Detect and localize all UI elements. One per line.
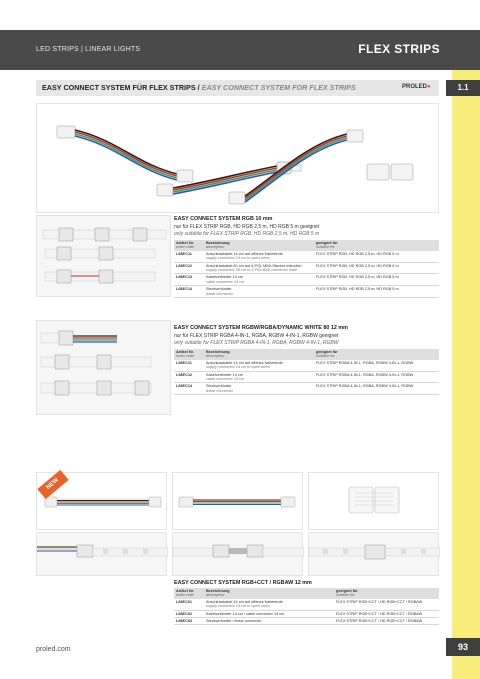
- title-english: EASY CONNECT SYSTEM FOR FLEX STRIPS: [201, 83, 356, 92]
- row-code: L68EC14: [174, 286, 204, 298]
- brand-dot-icon: ●: [427, 84, 431, 90]
- header-category: LED STRIPS | LINEAR LIGHTS: [36, 46, 141, 53]
- row-desc-de: Anschlusskabel 14 cm auf offenes Kabelende: [206, 251, 283, 256]
- rgbcct-strip-image-3: [309, 533, 440, 577]
- row-desc: [204, 274, 314, 286]
- col-code: [174, 349, 204, 360]
- table-row: [174, 360, 439, 371]
- page-number: 93: [446, 638, 480, 656]
- table-row: [174, 274, 439, 286]
- col-desc-label: Bezeichnung: [206, 589, 230, 593]
- row-code: L68EC11: [174, 360, 204, 371]
- brand-name: PROLED: [402, 84, 428, 90]
- row-desc-en: linear connector: [206, 388, 234, 393]
- col-desc: [204, 588, 334, 599]
- row-code: L68EC61: [174, 599, 204, 610]
- row-code: L68EC62: [174, 610, 204, 617]
- section2-spec-table: [174, 349, 439, 395]
- row-desc: [204, 599, 334, 610]
- row-desc-en: supply connector 50 cm to 4-PIN MINI connector male: [206, 268, 298, 273]
- row-fit: FLEX STRIP RGBA 4-IN-1, RGBA, RGBW 4-IN-1, RGBW: [314, 360, 439, 371]
- cable-connector-left: [57, 126, 193, 182]
- row-desc-en: supply connector 14 cm to open wires: [206, 604, 270, 609]
- strip-photo-rgb-1: [36, 215, 171, 297]
- linear-connector: [367, 164, 413, 180]
- photo-rgbcct-linear-connector: [308, 472, 439, 530]
- row-code: L68EC11: [174, 251, 204, 262]
- row-desc-de: Steckverbinder: [206, 287, 232, 292]
- row-fit: FLEX STRIP RGB+CCT / HD RGB+CCT / RGBAW: [334, 618, 439, 625]
- strip-photo-rgbw: [36, 320, 171, 415]
- row-fit: FLEX STRIP RGB, HD RGB 2,5 m, HD RGB 5 m: [314, 251, 439, 262]
- section3-title: EASY CONNECT SYSTEM RGB+CCT / RGBAW 12 mm: [174, 580, 312, 586]
- row-desc: [204, 383, 314, 395]
- col-fit-sub: suitable for: [336, 593, 355, 598]
- row-fit: FLEX STRIP RGBA 4-IN-1, RGBA, RGBW 4-IN-1, RGBW: [314, 383, 439, 395]
- col-fit: [334, 588, 439, 599]
- footer-website: proled.com: [36, 646, 71, 653]
- row-desc-en: cable connector 14 cm: [206, 377, 245, 382]
- table-row: [174, 618, 439, 625]
- rgb-connector-cables-image: [37, 104, 440, 214]
- row-desc-en: supply connector 14 cm to open wires: [206, 256, 270, 261]
- section2-title: EASY CONNECT SYSTEM RGBW/RGBA/DYNAMIC WHITE 80 12 mm: [174, 325, 348, 331]
- table-header-row: [174, 349, 439, 360]
- page-title: [42, 83, 356, 92]
- yellow-side-band: [452, 30, 480, 679]
- row-fit: FLEX STRIP RGB+CCT / HD RGB+CCT / RGBAW: [334, 610, 439, 617]
- strip-photo-rgbcct-2: [172, 532, 303, 576]
- rgbcct-strip-image-1: [37, 533, 168, 577]
- col-code-sub: order code: [176, 593, 195, 598]
- col-fit: [314, 349, 439, 360]
- row-desc-de: Anschlusskabel 14 cm auf offenes Kabelende: [206, 599, 283, 604]
- table-row: [174, 286, 439, 298]
- row-desc: [204, 360, 314, 371]
- table-row: [174, 610, 439, 617]
- col-fit: [314, 240, 439, 251]
- title-german: EASY CONNECT SYSTEM FÜR FLEX STRIPS /: [42, 83, 202, 92]
- section1-suitability-en: only suitable for FLEX STRIP RGB, HD RGB 2,5 m, HD RGB 5 m: [174, 231, 320, 237]
- col-code-label: Artikel Nr.: [176, 589, 194, 593]
- row-desc: Kabelverbinder 14 cm / cable connector 14 cm: [204, 610, 334, 617]
- row-desc: Steckverbinder / linear connector: [204, 618, 334, 625]
- row-desc-de: Kabelverbinder 14 cm: [206, 372, 243, 377]
- col-desc-label: Bezeichnung: [206, 241, 230, 245]
- section3-spec-table: [174, 588, 439, 625]
- header-title: FLEX STRIPS: [358, 42, 440, 56]
- table-header-row: [174, 240, 439, 251]
- row-fit: FLEX STRIP RGB+CCT / HD RGB+CCT / RGBAW: [334, 599, 439, 610]
- col-code: [174, 588, 204, 599]
- rgbcct-strip-image-2: [173, 533, 304, 577]
- strip-photo-rgbcct-3: [308, 532, 439, 576]
- row-desc-de: Kabelverbinder 14 cm: [206, 275, 243, 280]
- col-code-sub: order code: [176, 354, 195, 359]
- row-code: L68EC13: [174, 274, 204, 286]
- row-desc-de: Anschlusskabel 50 cm auf 4-POL MINI-Stecker männlich: [206, 263, 302, 268]
- col-fit-label: geeignet für: [316, 241, 338, 245]
- table-row: [174, 262, 439, 274]
- rgbcct-cable-connector-image: [173, 473, 304, 531]
- col-desc-sub: description: [206, 245, 225, 250]
- row-desc: [204, 251, 314, 262]
- col-desc-sub: description: [206, 593, 225, 598]
- row-fit: FLEX STRIP RGB, HD RGB 2,5 m, HD RGB 5 m: [314, 286, 439, 298]
- col-desc-sub: description: [206, 354, 225, 359]
- section-number: 1.1: [446, 80, 480, 96]
- row-desc-en: linear connector: [206, 291, 234, 296]
- col-fit-label: geeignet für: [316, 350, 338, 354]
- row-code: L68EC63: [174, 618, 204, 625]
- row-code: L68EC12: [174, 371, 204, 383]
- rgbcct-linear-connector-image: [309, 473, 440, 531]
- col-code: [174, 240, 204, 251]
- col-code-sub: order code: [176, 245, 195, 250]
- row-desc: [204, 286, 314, 298]
- col-desc-label: Bezeichnung: [206, 350, 230, 354]
- table-row: [174, 371, 439, 383]
- row-desc-de: Steckverbinder: [206, 384, 232, 389]
- section1-suitability-de: nur für FLEX STRIP RGB, HD RGB 2,5 m, HD RGB 5 m geeignet: [174, 224, 320, 230]
- strip-photo-rgbcct-1: [36, 532, 167, 576]
- row-desc: [204, 262, 314, 274]
- table-row: [174, 599, 439, 610]
- row-desc-en: cable connector 14 cm: [206, 279, 245, 284]
- table-row: [174, 383, 439, 395]
- new-badge: NEW: [37, 470, 68, 499]
- section1-spec-table: [174, 240, 439, 298]
- row-desc-en: supply connector 14 cm to open wires: [206, 365, 270, 370]
- col-fit-label: geeignet für: [336, 589, 358, 593]
- row-fit: FLEX STRIP RGB, HD RGB 2,5 m, HD RGB 5 m: [314, 262, 439, 274]
- photo-rgbcct-cable-connector: [172, 472, 303, 530]
- section2-suitability-de: nur für FLEX STRIP RGBA 4-IN-1, RGBA, RGBW 4-IN-1, RGBW geeignet: [174, 333, 339, 339]
- col-code-label: Artikel Nr.: [176, 350, 194, 354]
- row-desc-de: Anschlusskabel 14 cm auf offenes Kabelende: [206, 360, 283, 365]
- rgbw-strip-image: [37, 321, 172, 416]
- row-fit: FLEX STRIP RGBA 4-IN-1, RGBA, RGBW 4-IN-1, RGBW: [314, 371, 439, 383]
- col-fit-sub: suitable for: [316, 354, 335, 359]
- brand-logo: [402, 84, 431, 90]
- product-photo-rgb-connectors: [36, 103, 439, 213]
- col-desc: [204, 349, 314, 360]
- row-fit: FLEX STRIP RGB, HD RGB 2,5 m, HD RGB 5 m: [314, 274, 439, 286]
- row-code: L68EC14: [174, 383, 204, 395]
- table-header-row: [174, 588, 439, 599]
- col-code-label: Artikel Nr.: [176, 241, 194, 245]
- row-code: L68EC12: [174, 262, 204, 274]
- col-desc: [204, 240, 314, 251]
- table-row: [174, 251, 439, 262]
- row-desc: [204, 371, 314, 383]
- section2-suitability-en: only suitable for FLEX STRIP RGBA 4-IN-1, RGBA, RGBW 4-IN-1, RGBW: [174, 340, 339, 346]
- col-fit-sub: suitable for: [316, 245, 335, 250]
- rgb-strip-image: [37, 216, 172, 298]
- section1-title: EASY CONNECT SYSTEM RGB 10 mm: [174, 216, 273, 222]
